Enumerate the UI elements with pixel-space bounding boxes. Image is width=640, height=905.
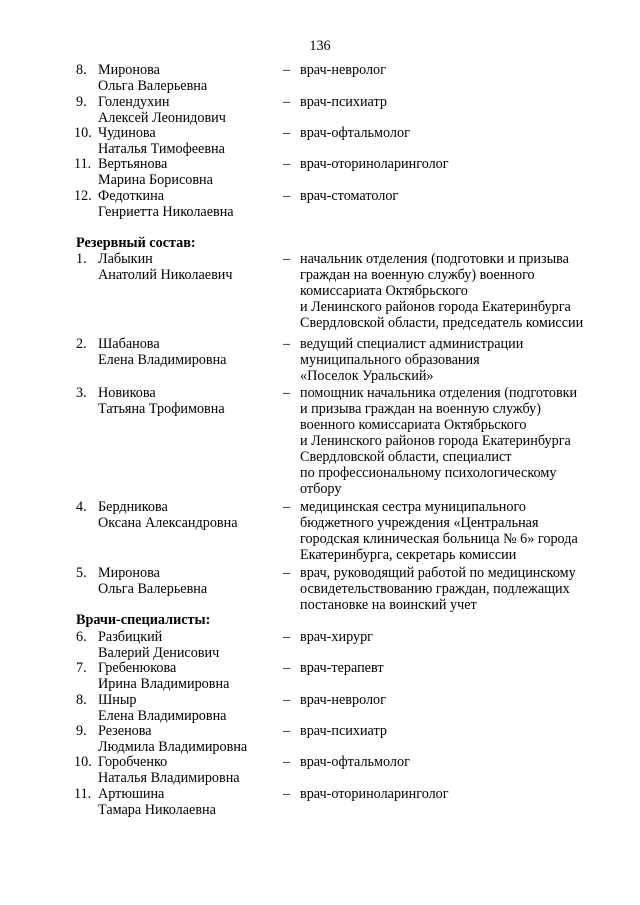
person-name [98,125,225,157]
name-line: Голендухин [98,94,170,110]
description-line: и Ленинского районов города Екатеринбурга [300,433,571,449]
name-line: Федоткина [98,188,165,204]
dash-separator: – [283,692,291,708]
name-line: Наталья Тимофеевна [98,141,225,157]
description-line: городская клиническая больница № 6» города [300,531,578,547]
position-description [300,629,616,645]
description-line: врач-невролог [300,62,386,78]
item-number: 2. [76,336,87,352]
name-line: Оксана Александровна [98,515,238,531]
person-name [98,94,226,126]
name-line: Анатолий Николаевич [98,267,233,283]
dash-separator: – [283,251,291,267]
name-line: Наталья Владимировна [98,770,240,786]
item-number: 7. [76,660,87,676]
person-name [98,251,233,283]
description-line: военного комиссариата Октябрьского [300,417,527,433]
description-line: отбору [300,481,342,497]
page-number: 136 [309,38,331,54]
item-number: 9. [76,723,87,739]
position-description [300,125,616,141]
item-number: 9. [76,94,87,110]
position-description [300,499,616,563]
description-line: граждан на военную службу) военного [300,267,535,283]
description-line: начальник отделения (подготовки и призыва [300,251,569,267]
name-line: Ольга Валерьевна [98,581,208,597]
name-line: Шныр [98,692,137,708]
description-line: врач-хирург [300,629,373,645]
description-line: врач-оториноларинголог [300,156,449,172]
description-line: Свердловской области, председатель комиссии [300,315,584,331]
name-line: Ирина Владимировна [98,676,230,692]
position-description [300,336,616,384]
person-name [98,385,225,417]
reserve-heading: Резервный состав: [76,235,196,251]
name-line: Ольга Валерьевна [98,78,208,94]
description-line: врач-оториноларинголог [300,786,449,802]
item-number: 10. [74,754,92,770]
position-description [300,754,616,770]
description-line: Екатеринбурга, секретарь комиссии [300,547,517,563]
description-line: врач-стоматолог [300,188,399,204]
dash-separator: – [283,723,291,739]
name-line: Горобченко [98,754,168,770]
position-description [300,188,616,204]
description-line: Свердловской области, специалист [300,449,512,465]
dash-separator: – [283,786,291,802]
name-line: Людмила Владимировна [98,739,248,755]
position-description [300,723,616,739]
description-line: помощник начальника отделения (подготовки [300,385,578,401]
name-line: Валерий Денисович [98,645,220,661]
description-line: постановке на воинский учет [300,597,477,613]
name-line: Бердникова [98,499,168,515]
person-name [98,156,213,188]
dash-separator: – [283,565,291,581]
name-line: Миронова [98,62,160,78]
description-line: бюджетного учреждения «Центральная [300,515,539,531]
name-line: Гребенюкова [98,660,177,676]
description-line: врач-офтальмолог [300,125,410,141]
item-number: 12. [74,188,92,204]
specialists-heading: Врачи-специалисты: [76,612,211,628]
position-description [300,692,616,708]
dash-separator: – [283,156,291,172]
item-number: 5. [76,565,87,581]
dash-separator: – [283,94,291,110]
description-line: врач, руководящий работой по медицинскому [300,565,576,581]
description-line: освидетельствованию граждан, подлежащих [300,581,570,597]
name-line: Марина Борисовна [98,172,213,188]
position-description [300,251,616,331]
position-description [300,565,616,613]
description-line: врач-офтальмолог [300,754,410,770]
person-name [98,629,219,661]
item-number: 6. [76,629,87,645]
dash-separator: – [283,499,291,515]
name-line: Артюшина [98,786,165,802]
name-line: Лабыкин [98,251,153,267]
name-line: Тамара Николаевна [98,802,216,818]
item-number: 1. [76,251,87,267]
dash-separator: – [283,660,291,676]
position-description [300,94,616,110]
name-line: Алексей Леонидович [98,110,226,126]
position-description [300,660,616,676]
person-name [98,786,216,818]
item-number: 11. [74,156,92,172]
person-name [98,692,226,724]
description-line: врач-психиатр [300,94,387,110]
description-line: муниципального образования [300,352,480,368]
name-line: Резенова [98,723,152,739]
name-line: Чудинова [98,125,156,141]
position-description [300,62,616,78]
person-name [98,336,226,368]
dash-separator: – [283,125,291,141]
description-line: комиссариата Октябрьского [300,283,468,299]
description-line: ведущий специалист администрации [300,336,524,352]
dash-separator: – [283,385,291,401]
item-number: 11. [74,786,92,802]
description-line: «Поселок Уральский» [300,368,434,384]
person-name [98,565,207,597]
item-number: 4. [76,499,87,515]
item-number: 8. [76,62,87,78]
person-name [98,660,229,692]
name-line: Разбицкий [98,629,163,645]
person-name [98,723,247,755]
dash-separator: – [283,336,291,352]
name-line: Новикова [98,385,156,401]
name-line: Генриетта Николаевна [98,204,234,220]
name-line: Татьяна Трофимовна [98,401,225,417]
person-name [98,188,234,220]
name-line: Елена Владимировна [98,708,227,724]
item-number: 10. [74,125,92,141]
name-line: Шабанова [98,336,160,352]
description-line: и призыва граждан на военную службу) [300,401,541,417]
description-line: медицинская сестра муниципального [300,499,527,515]
description-line: и Ленинского районов города Екатеринбурга [300,299,571,315]
description-line: врач-терапевт [300,660,384,676]
description-line: врач-невролог [300,692,386,708]
name-line: Вертьянова [98,156,168,172]
description-line: по профессиональному психологическому [300,465,557,481]
dash-separator: – [283,62,291,78]
item-number: 8. [76,692,87,708]
name-line: Миронова [98,565,160,581]
dash-separator: – [283,754,291,770]
description-line: врач-психиатр [300,723,387,739]
position-description [300,786,616,802]
item-number: 3. [76,385,87,401]
position-description [300,156,616,172]
person-name [98,754,240,786]
person-name [98,499,238,531]
position-description [300,385,616,497]
name-line: Елена Владимировна [98,352,227,368]
dash-separator: – [283,188,291,204]
dash-separator: – [283,629,291,645]
person-name [98,62,207,94]
